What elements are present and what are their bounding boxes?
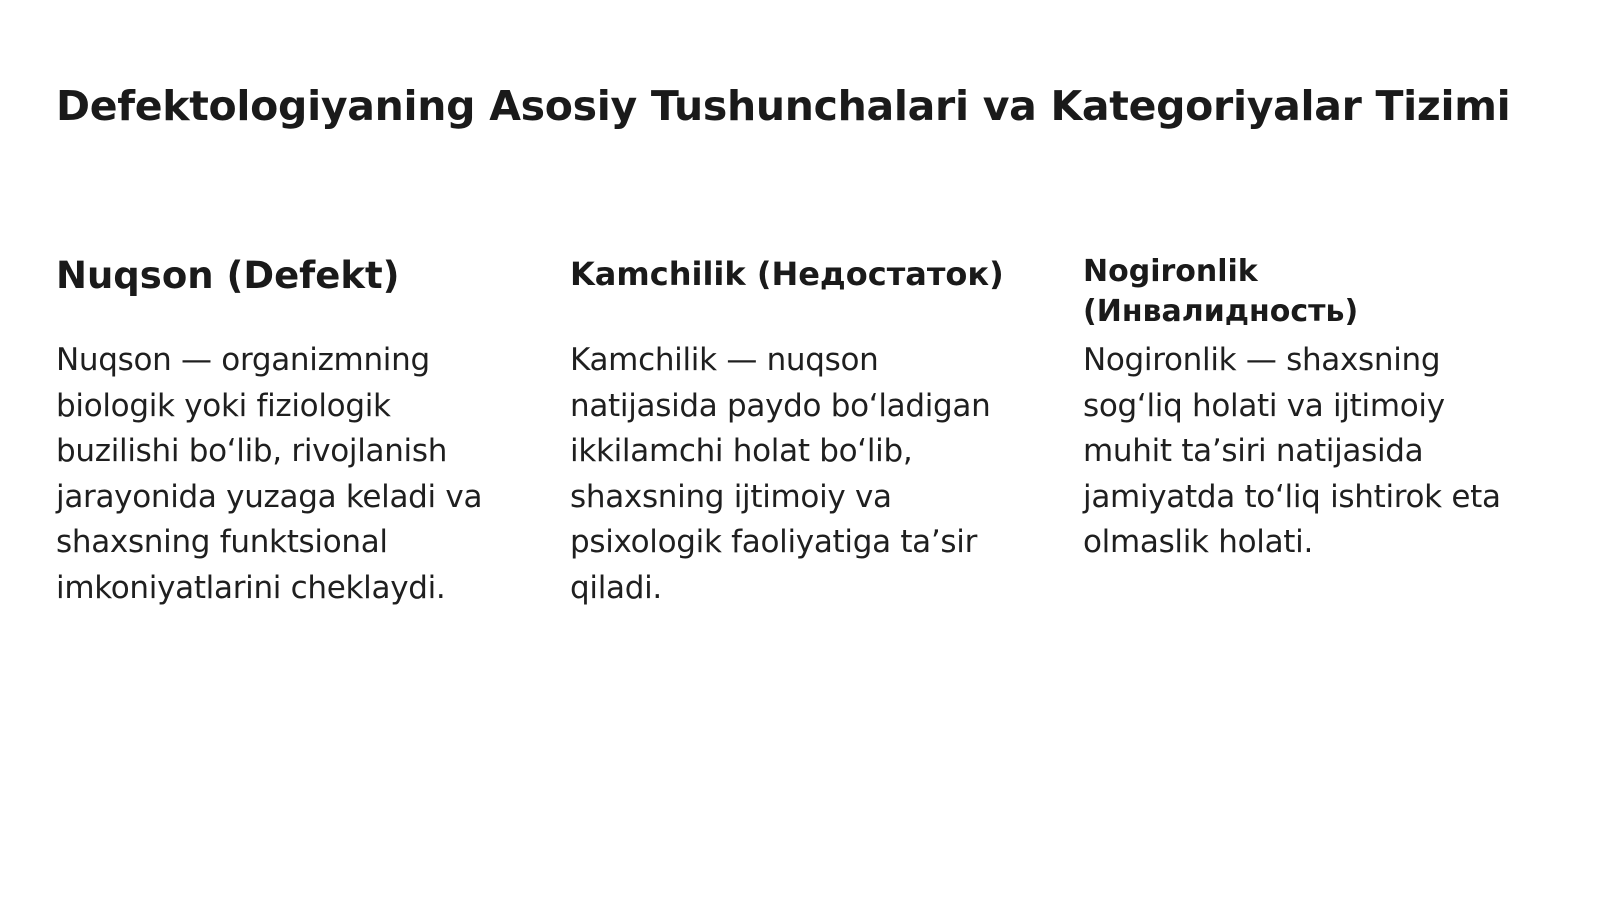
concept-column-kamchilik (570, 252, 1020, 606)
concept-column-nuqson (56, 252, 506, 606)
column-heading: Nogironlik (Инвалидность) (1083, 254, 1359, 329)
column-heading: Nuqson (Defekt) (56, 254, 400, 297)
slide-title: Defektologiyaning Asosiy Tushunchalari va Kategoriyalar Tizimi (56, 82, 1511, 130)
column-heading: Kamchilik (Недостаток) (570, 255, 1004, 293)
concept-column-nogironlik (1083, 252, 1543, 560)
column-body: Kamchilik — nuqson natijasida paydo bo‘ladigan ikkilamchi holat bo‘lib, shaxsning ijtimoiy va psixologik faoliyatiga ta’sir qiladi. (570, 342, 991, 606)
column-body: Nogironlik — shaxsning sog‘liq holati va ijtimoiy muhit ta’siri natijasida jamiyatda to‘liq ishtirok eta olmaslik holati. (1083, 342, 1501, 560)
column-body: Nuqson — organizmning biologik yoki fiziologik buzilishi bo‘lib, rivojlanish jarayonida yuzaga keladi va shaxsning funktsional imkoniyatlarini cheklaydi. (56, 342, 483, 606)
